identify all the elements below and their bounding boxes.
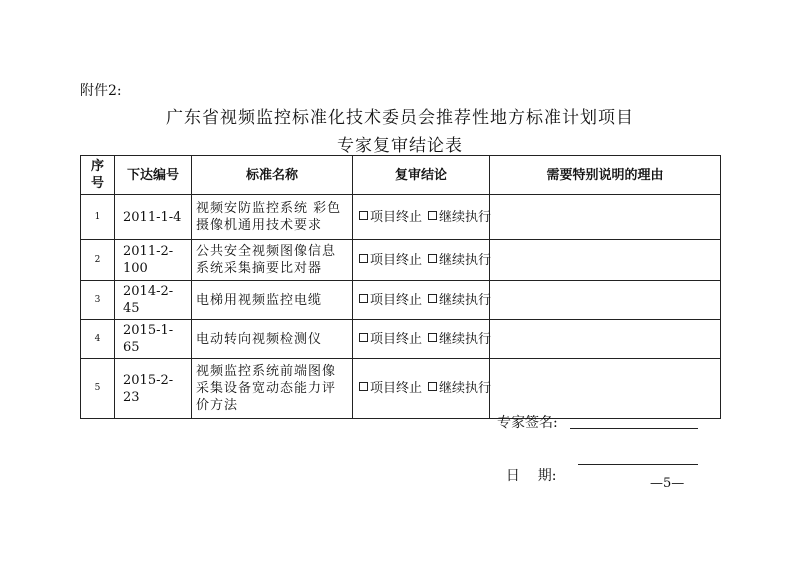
- row-code: 2014-2-45: [115, 281, 192, 320]
- row-standard-name: 视频安防监控系统 彩色摄像机通用技术要求: [192, 195, 353, 240]
- row-no: 1: [81, 195, 115, 240]
- checkbox-icon[interactable]: [428, 254, 437, 263]
- terminate-label: 项目终止: [370, 209, 423, 225]
- row-reason[interactable]: [490, 281, 721, 320]
- terminate-label: 项目终止: [370, 381, 423, 396]
- table-row: [81, 240, 721, 281]
- checkbox-icon[interactable]: [428, 294, 437, 303]
- terminate-label: 项目终止: [370, 331, 423, 347]
- terminate-label: 项目终止: [370, 252, 423, 268]
- row-no: 4: [81, 320, 115, 359]
- row-standard-name: 视频监控系统前端图像采集设备宽动态能力评价方法: [192, 359, 353, 419]
- row-reason[interactable]: [490, 320, 721, 359]
- date-row: [497, 449, 556, 485]
- table-row: [81, 281, 721, 320]
- row-code: 2015-1-65: [115, 320, 192, 359]
- signature-line[interactable]: [570, 427, 698, 429]
- row-result: [353, 359, 490, 419]
- header-name: 标准名称: [192, 156, 353, 195]
- continue-option[interactable]: [428, 332, 491, 347]
- table-row: [81, 320, 721, 359]
- row-code: 2011-2-100: [115, 240, 192, 281]
- continue-label: 继续执行: [439, 209, 492, 225]
- date-line[interactable]: [578, 463, 698, 465]
- checkbox-icon[interactable]: [428, 211, 437, 220]
- row-standard-name: 电动转向视频检测仪: [192, 320, 353, 359]
- checkbox-icon[interactable]: [359, 294, 368, 303]
- row-no: 3: [81, 281, 115, 320]
- row-standard-name: 电梯用视频监控电缆: [192, 281, 353, 320]
- continue-label: 继续执行: [439, 292, 492, 308]
- date-label: 日 期:: [505, 468, 557, 484]
- checkbox-icon[interactable]: [359, 382, 368, 391]
- terminate-option[interactable]: [359, 332, 422, 347]
- continue-option[interactable]: [428, 293, 491, 308]
- page-number: —5—: [650, 476, 685, 491]
- row-code: 2011-1-4: [115, 195, 192, 240]
- checkbox-icon[interactable]: [359, 333, 368, 342]
- document-title: 广东省视频监控标准化技术委员会推荐性地方标准计划项目: [166, 108, 634, 128]
- terminate-label: 项目终止: [370, 292, 423, 308]
- document-subtitle: 专家复审结论表: [337, 136, 463, 156]
- attachment-label: 附件2:: [80, 83, 122, 99]
- row-reason[interactable]: [490, 195, 721, 240]
- review-table: [80, 155, 721, 419]
- header-reason: 需要特别说明的理由: [490, 156, 721, 195]
- continue-option[interactable]: [428, 381, 491, 396]
- header-no: 序号: [81, 156, 115, 195]
- header-code: 下达编号: [115, 156, 192, 195]
- signature-label: 专家签名:: [497, 415, 558, 431]
- checkbox-icon[interactable]: [359, 211, 368, 220]
- row-code: 2015-2-23: [115, 359, 192, 419]
- row-reason[interactable]: [490, 240, 721, 281]
- terminate-option[interactable]: [359, 253, 422, 268]
- checkbox-icon[interactable]: [428, 333, 437, 342]
- header-result: 复审结论: [353, 156, 490, 195]
- row-result: [353, 281, 490, 320]
- row-result: [353, 240, 490, 281]
- row-result: [353, 195, 490, 240]
- continue-option[interactable]: [428, 210, 491, 225]
- table-row: [81, 195, 721, 240]
- terminate-option[interactable]: [359, 210, 422, 225]
- checkbox-icon[interactable]: [428, 382, 437, 391]
- continue-label: 继续执行: [439, 252, 492, 268]
- table-row: [81, 359, 721, 419]
- row-result: [353, 320, 490, 359]
- terminate-option[interactable]: [359, 293, 422, 308]
- table-header-row: [81, 156, 721, 195]
- checkbox-icon[interactable]: [359, 254, 368, 263]
- continue-label: 继续执行: [439, 381, 492, 396]
- row-no: 5: [81, 359, 115, 419]
- row-reason[interactable]: [490, 359, 721, 419]
- terminate-option[interactable]: [359, 381, 422, 396]
- row-standard-name: 公共安全视频图像信息系统采集摘要比对器: [192, 240, 353, 281]
- row-no: 2: [81, 240, 115, 281]
- continue-label: 继续执行: [439, 331, 492, 347]
- signature-row: [497, 412, 558, 432]
- continue-option[interactable]: [428, 253, 491, 268]
